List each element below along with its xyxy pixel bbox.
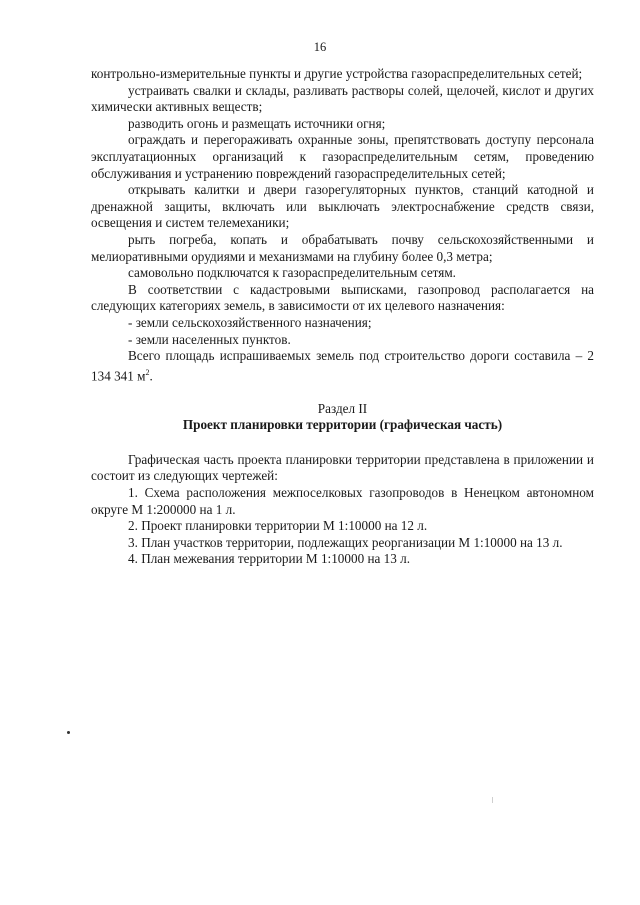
- drawing-list-item: 4. План межевания территории М 1:10000 на 13 л.: [128, 551, 411, 567]
- paragraph-gates: открывать калитки и двери газорегуляторных пунктов, станций катодной и дренажной защиты, включать или выключать электроснабжение средств связи, освещения и систем телемеханики;: [91, 182, 594, 231]
- section-title: Проект планировки территории (графическая часть): [182, 417, 503, 433]
- page-number: 16: [313, 40, 327, 54]
- total-area-period: .: [149, 368, 153, 384]
- section-intro: Графическая часть проекта планировки территории представлена в приложении и состоит из следующих чертежей:: [91, 451, 594, 484]
- total-area-text: Всего площадь испрашиваемых земель под строительство дороги составила – 2 134 341 м: [91, 348, 594, 384]
- paragraph-cadastral: В соответствии с кадастровыми выписками, газопровод располагается на следующих категориях земель, в зависимости от их целевого назначения:: [91, 281, 594, 314]
- paragraph-fire: разводить огонь и размещать источники огня;: [128, 115, 386, 131]
- list-item-agricultural: - земли сельскохозяйственного назначения;: [128, 314, 372, 330]
- section-number: Раздел II: [317, 400, 368, 416]
- scan-faint-mark: [492, 797, 493, 803]
- scan-dot-mark: [67, 731, 70, 734]
- paragraph-dumps: устраивать свалки и склады, разливать растворы солей, щелочей, кислот и других химически активных веществ;: [91, 82, 594, 115]
- paragraph-fencing: ограждать и перегораживать охранные зоны, препятствовать доступу персонала эксплуатационных организаций к газораспределительным сетям, проведению обслуживания и устранению повреждений газораспределительных сетей;: [91, 132, 594, 181]
- drawing-list-item: 2. Проект планировки территории М 1:10000 на 12 л.: [128, 518, 428, 534]
- paragraph-connection: самовольно подключатся к газораспределительным сетям.: [128, 265, 456, 281]
- document-body: [91, 66, 594, 568]
- paragraph-measuring-points: контрольно-измерительные пункты и другие устройства газораспределительных сетей;: [91, 66, 583, 81]
- paragraph-total-area: [91, 348, 594, 385]
- area-unit-superscript: 2: [145, 367, 150, 377]
- list-item-settlements: - земли населенных пунктов.: [128, 331, 291, 347]
- drawing-list-item: 1. Схема расположения межпоселковых газопроводов в Ненецком автономном округе М 1:200000 на 1 л.: [91, 485, 594, 517]
- paragraph-digging: рыть погреба, копать и обрабатывать почву сельскохозяйственными и мелиоративными орудиями и механизмами на глубину более 0,3 метра;: [91, 231, 594, 264]
- drawing-list-item: 3. План участков территории, подлежащих реорганизации М 1:10000 на 13 л.: [128, 534, 563, 550]
